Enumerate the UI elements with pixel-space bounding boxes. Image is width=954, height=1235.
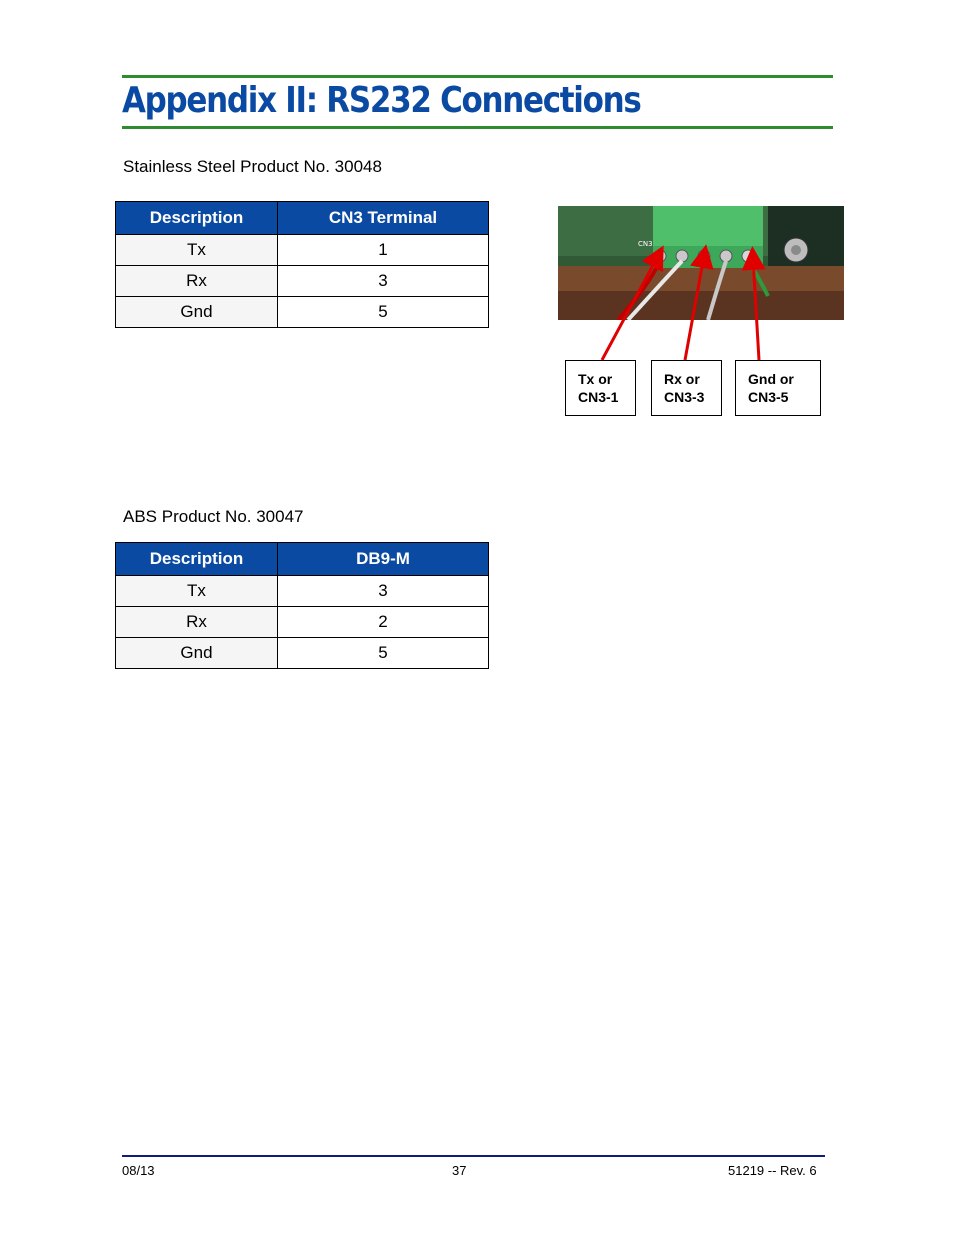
cell-description: Rx (116, 266, 278, 297)
cell-pin: 5 (278, 638, 489, 669)
cell-pin: 2 (278, 607, 489, 638)
table-row (116, 235, 489, 266)
cell-description: Gnd (116, 297, 278, 328)
callout-gnd-line1: Gnd or (748, 371, 794, 387)
callout-gnd (735, 360, 821, 416)
table-row (116, 607, 489, 638)
title-rule-top (122, 75, 833, 78)
abs-pin-table (115, 542, 489, 669)
cell-description: Tx (116, 235, 278, 266)
page-title: Appendix II: RS232 Connections (122, 80, 641, 121)
footer-date: 08/13 (122, 1163, 155, 1178)
board-label: CN3 (638, 240, 653, 248)
column-header-description: Description (116, 202, 278, 235)
footer-rule (122, 1155, 825, 1157)
cell-description: Gnd (116, 638, 278, 669)
column-header-description: Description (116, 543, 278, 576)
table-header-row (116, 543, 489, 576)
callout-tx-line1: Tx or (578, 371, 613, 387)
table-row (116, 576, 489, 607)
callout-rx (651, 360, 722, 416)
footer-page-number: 37 (452, 1163, 467, 1178)
column-header-cn3-terminal: CN3 Terminal (278, 202, 489, 235)
cell-description: Rx (116, 607, 278, 638)
table-row (116, 297, 489, 328)
cell-terminal: 3 (278, 266, 489, 297)
stainless-pin-table (115, 201, 489, 328)
cell-terminal: 5 (278, 297, 489, 328)
abs-label: ABS Product No. 30047 (123, 507, 304, 526)
table-row (116, 638, 489, 669)
cell-description: Tx (116, 576, 278, 607)
title-rule-bottom (122, 126, 833, 129)
callout-gnd-line2: CN3-5 (748, 389, 789, 405)
cell-terminal: 1 (278, 235, 489, 266)
footer-doc-number: 51219 -- Rev. 6 (728, 1163, 817, 1178)
table-header-row (116, 202, 489, 235)
cell-pin: 3 (278, 576, 489, 607)
callout-rx-line1: Rx or (664, 371, 700, 387)
column-header-db9-m: DB9-M (278, 543, 489, 576)
stainless-label: Stainless Steel Product No. 30048 (123, 157, 382, 176)
callout-tx (565, 360, 636, 416)
callout-tx-line2: CN3-1 (578, 389, 619, 405)
table-row (116, 266, 489, 297)
circuit-board-photo (558, 206, 844, 320)
callout-rx-line2: CN3-3 (664, 389, 705, 405)
